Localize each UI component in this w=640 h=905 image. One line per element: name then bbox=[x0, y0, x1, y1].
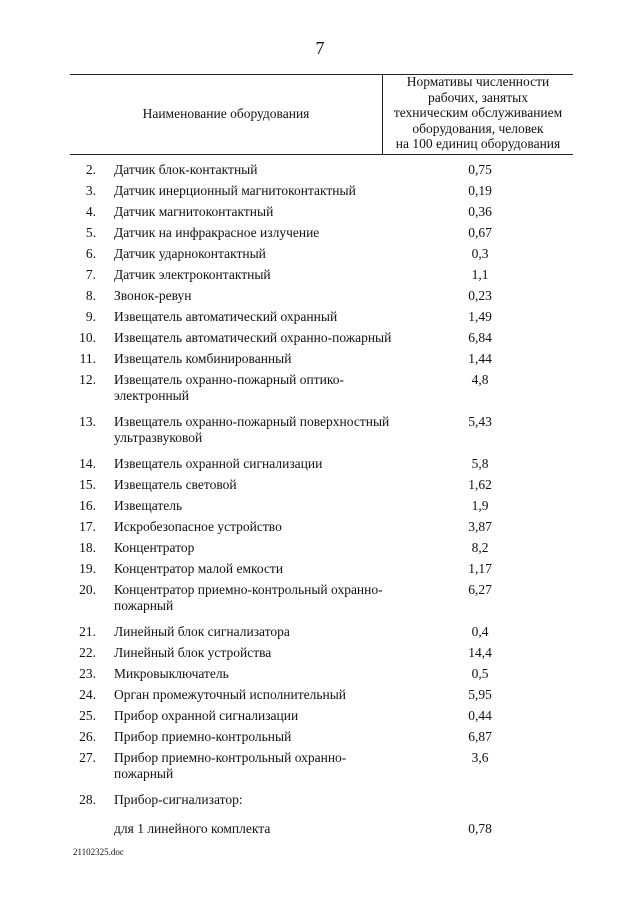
equipment-name-line: пожарный bbox=[114, 598, 174, 613]
equipment-name-line: ультразвуковой bbox=[114, 430, 203, 445]
equipment-name-line: Извещатель охранно-пожарный оптико- bbox=[114, 372, 344, 387]
row-number: 14. bbox=[79, 456, 96, 471]
staffing-norm-value: 1,17 bbox=[468, 561, 492, 576]
row-number: 9. bbox=[85, 309, 96, 324]
staffing-norm-value: 0,23 bbox=[468, 288, 492, 303]
equipment-name-line: для 1 линейного комплекта bbox=[114, 821, 271, 836]
staffing-norm-value: 0,36 bbox=[468, 204, 492, 219]
equipment-name-line: Датчик блок-контактный bbox=[114, 162, 258, 177]
row-number: 13. bbox=[79, 414, 96, 429]
equipment-name bbox=[114, 821, 399, 837]
row-number: 20. bbox=[79, 582, 96, 597]
row-number: 23. bbox=[79, 666, 96, 681]
row-number: 7. bbox=[85, 267, 96, 282]
equipment-name bbox=[114, 414, 399, 446]
equipment-name-line: Датчик инерционный магнитоконтактный bbox=[114, 183, 356, 198]
header-staffing-norms bbox=[383, 74, 573, 154]
equipment-name-line: Орган промежуточный исполнительный bbox=[114, 687, 347, 702]
row-number: 17. bbox=[79, 519, 96, 534]
equipment-name bbox=[114, 372, 399, 404]
header-line: оборудования, человек bbox=[412, 120, 544, 136]
row-number: 5. bbox=[85, 225, 96, 240]
row-number: 21. bbox=[79, 624, 96, 639]
equipment-name bbox=[114, 540, 399, 556]
equipment-name bbox=[114, 225, 399, 241]
equipment-name-line: пожарный bbox=[114, 766, 174, 781]
staffing-norm-value: 3,6 bbox=[471, 750, 489, 765]
equipment-name-line: Прибор охранной сигнализации bbox=[114, 708, 299, 723]
equipment-name bbox=[114, 351, 399, 367]
equipment-name bbox=[114, 246, 399, 262]
staffing-norm-value: 5,43 bbox=[468, 414, 492, 429]
staffing-norm-value: 6,84 bbox=[468, 330, 492, 345]
equipment-name-line: Концентратор bbox=[114, 540, 195, 555]
row-number: 12. bbox=[79, 372, 96, 387]
equipment-name bbox=[114, 183, 399, 199]
header-line: Нормативы численности bbox=[406, 74, 550, 89]
equipment-name-line: Микровыключатель bbox=[114, 666, 229, 681]
equipment-name bbox=[114, 162, 399, 178]
staffing-norm-value: 0,75 bbox=[468, 162, 492, 177]
equipment-name bbox=[114, 561, 399, 577]
header-line: техническим обслуживанием bbox=[393, 105, 563, 120]
staffing-norm-value: 0,4 bbox=[471, 624, 489, 639]
row-number: 22. bbox=[79, 645, 96, 660]
equipment-name bbox=[114, 498, 399, 514]
row-number: 11. bbox=[79, 351, 96, 366]
staffing-norm-value: 1,44 bbox=[468, 351, 492, 366]
row-number: 6. bbox=[85, 246, 96, 261]
row-number: 16. bbox=[79, 498, 96, 513]
staffing-norm-value: 0,3 bbox=[471, 246, 489, 261]
staffing-norm-value: 1,9 bbox=[471, 498, 489, 513]
equipment-name bbox=[114, 456, 399, 472]
staffing-norm-value: 1,1 bbox=[471, 267, 489, 282]
header-equipment-name: Наименование оборудования bbox=[142, 106, 310, 121]
equipment-name-line: Извещатель bbox=[114, 498, 183, 513]
equipment-name bbox=[114, 624, 399, 640]
equipment-name bbox=[114, 708, 399, 724]
header-line: на 100 единиц оборудования bbox=[395, 136, 561, 151]
staffing-norm-value: 0,78 bbox=[468, 821, 492, 836]
equipment-name-line: Концентратор малой емкости bbox=[114, 561, 284, 576]
equipment-name-line: Датчик магнитоконтактный bbox=[114, 204, 274, 219]
row-number: 27. bbox=[79, 750, 96, 765]
equipment-name bbox=[114, 729, 399, 745]
staffing-norm-value: 4,8 bbox=[471, 372, 489, 387]
equipment-name-line: Извещатель автоматический охранно-пожарный bbox=[114, 330, 392, 345]
equipment-name-line: Звонок-ревун bbox=[114, 288, 192, 303]
equipment-name bbox=[114, 666, 399, 682]
staffing-norm-value: 6,27 bbox=[468, 582, 492, 597]
equipment-name bbox=[114, 309, 399, 325]
equipment-name bbox=[114, 477, 399, 493]
staffing-norm-value: 14,4 bbox=[468, 645, 492, 660]
staffing-norm-value: 0,67 bbox=[468, 225, 492, 240]
row-number: 19. bbox=[79, 561, 96, 576]
equipment-name bbox=[114, 288, 399, 304]
equipment-name bbox=[114, 645, 399, 661]
staffing-norm-value: 0,19 bbox=[468, 183, 492, 198]
row-number: 28. bbox=[79, 792, 96, 807]
equipment-name-line: Извещатель охранно-пожарный поверхностный bbox=[114, 414, 390, 429]
equipment-name bbox=[114, 750, 399, 782]
row-number: 15. bbox=[79, 477, 96, 492]
row-number: 3. bbox=[85, 183, 96, 198]
equipment-name bbox=[114, 204, 399, 220]
page-number: 7 bbox=[315, 38, 325, 58]
equipment-name-line: электронный bbox=[114, 388, 189, 403]
equipment-name-line: Датчик электроконтактный bbox=[114, 267, 271, 282]
staffing-norm-value: 1,49 bbox=[468, 309, 492, 324]
equipment-name-line: Прибор приемно-контрольный охранно- bbox=[114, 750, 347, 765]
equipment-name-line: Датчик на инфракрасное излучение bbox=[114, 225, 320, 240]
row-number: 2. bbox=[85, 162, 96, 177]
table-header bbox=[70, 74, 573, 154]
staffing-norm-value: 0,5 bbox=[471, 666, 489, 681]
equipment-name-line: Извещатель комбинированный bbox=[114, 351, 292, 366]
equipment-name bbox=[114, 519, 399, 535]
staffing-norm-value: 3,87 bbox=[468, 519, 492, 534]
row-number: 24. bbox=[79, 687, 96, 702]
staffing-norm-value: 5,95 bbox=[468, 687, 492, 702]
equipment-name-line: Прибор приемно-контрольный bbox=[114, 729, 292, 744]
file-name-footer: 21102325.doc bbox=[73, 847, 124, 857]
equipment-name-line: Искробезопасное устройство bbox=[114, 519, 282, 534]
table-header-bottom-rule bbox=[70, 154, 573, 155]
equipment-name-line: Извещатель охранной сигнализации bbox=[114, 456, 323, 471]
staffing-norm-value: 1,62 bbox=[468, 477, 492, 492]
staffing-norm-value: 0,44 bbox=[468, 708, 492, 723]
staffing-norm-value: 5,8 bbox=[471, 456, 489, 471]
row-number: 25. bbox=[79, 708, 96, 723]
equipment-name bbox=[114, 330, 399, 346]
header-line: рабочих, занятых bbox=[427, 89, 528, 105]
row-number: 10. bbox=[79, 330, 96, 345]
equipment-name-line: Линейный блок устройства bbox=[114, 645, 272, 660]
row-number: 4. bbox=[85, 204, 96, 219]
equipment-name-line: Извещатель автоматический охранный bbox=[114, 309, 338, 324]
equipment-name-line: Извещатель световой bbox=[114, 477, 237, 492]
row-number: 8. bbox=[85, 288, 96, 303]
row-number: 26. bbox=[79, 729, 96, 744]
equipment-name-line: Прибор-сигнализатор: bbox=[114, 792, 243, 807]
equipment-name-line: Линейный блок сигнализатора bbox=[114, 624, 290, 639]
staffing-norm-value: 6,87 bbox=[468, 729, 492, 744]
equipment-name bbox=[114, 582, 399, 614]
equipment-name bbox=[114, 792, 399, 808]
equipment-name bbox=[114, 267, 399, 283]
equipment-name-line: Концентратор приемно-контрольный охранно- bbox=[114, 582, 383, 597]
equipment-name bbox=[114, 687, 399, 703]
equipment-name-line: Датчик ударноконтактный bbox=[114, 246, 266, 261]
row-number: 18. bbox=[79, 540, 96, 555]
staffing-norm-value: 8,2 bbox=[471, 540, 489, 555]
